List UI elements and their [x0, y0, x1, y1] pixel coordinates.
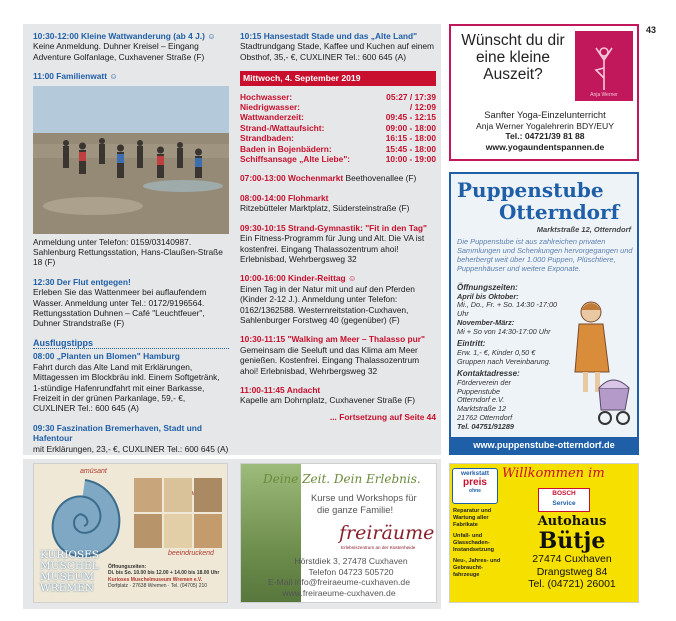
tide-value: 09:00 - 18:00 [385, 122, 436, 133]
puppen-contact-5: 21762 Otterndorf [457, 412, 513, 422]
freiraeume-line1: Kurse und Workshops für [311, 492, 417, 503]
badge-ohne: ohne [469, 488, 481, 494]
tide-value: 15:45 - 18:00 [385, 143, 436, 154]
ad-autohaus-buetje[interactable] [449, 463, 639, 603]
trip-text: mit Erklärungen, 23,- €, CUXLINER Tel.: 600 645 (A) [33, 443, 229, 454]
service-item: Reparatur und Wartung aller Fabrikate [453, 508, 492, 528]
puppen-contact-2: Puppenstube [457, 386, 501, 396]
tide-value: / 12:09 [409, 102, 436, 113]
freiraeume-email[interactable]: E-Mail info@freiraeume-cuxhaven.de [268, 577, 410, 588]
tide-row [240, 123, 436, 133]
badge-werkstatt: werkstatt [460, 470, 490, 477]
autohaus-street: Drangstweg 84 [536, 565, 608, 578]
service-list [453, 508, 505, 583]
ad-puppenstube[interactable] [449, 172, 639, 455]
museum-photo-grid [134, 478, 222, 548]
freiraeume-line2: die ganze Familie! [317, 504, 394, 515]
event-title: 11:00 Familienwatt ☺ [33, 71, 118, 82]
yoga-logo [575, 31, 633, 101]
puppen-entry-2: Gruppen nach Vereinbarung. [457, 356, 551, 366]
museum-owner: Kurioses Muschelmuseum Wremen e.V. [108, 576, 203, 583]
tide-value: 10:00 - 19:00 [385, 154, 436, 165]
museum-address: Dorfplatz · 27638 Wremen · Tel. (04705) 210 [108, 582, 208, 589]
tide-value: 05:27 / 17:39 [386, 91, 436, 102]
bosch-service-text: Service [552, 500, 576, 507]
puppen-contact-4: Marktstraße 12 [457, 404, 507, 414]
freiraeume-brand: freiräume [339, 522, 435, 544]
puppen-contact-3: Otterndorf e.V. [457, 395, 505, 405]
doll-with-pram-illustration [563, 292, 633, 432]
puppen-hours-2: Mi., Do., Fr. + So. 14:30 -17:00 Uhr [457, 300, 558, 319]
yoga-headline: Wünscht du dir eine kleine Auszeit? [461, 32, 565, 83]
yoga-line2: Anja Werner Yogalehrerin BDY/EUY [476, 120, 614, 131]
puppen-intro: Die Puppenstube ist aus zahlreichen privaten Sammlungen und Schenkungen hervorgegangen und beherbergt weit über 1.000 Puppen, Plüschtiere, Puppenhäuser und weitere Exponate. [457, 237, 633, 273]
puppen-hours-4: Mi + So von 14:30-17:00 Uhr [457, 326, 551, 336]
tide-label: Baden in Bojenbädern: [240, 143, 332, 154]
yoga-pose-icon [584, 44, 624, 92]
tide-row [240, 133, 436, 143]
freiraeume-brand-sub: Erlebniszentrum an der Küstenheide [341, 545, 416, 550]
puppen-address: Marktstraße 12, Otterndorf [536, 225, 631, 234]
tide-label: Schiffsansage „Alte Liebe": [240, 154, 351, 165]
tide-row [240, 92, 436, 102]
events-column-2 [240, 31, 436, 422]
puppen-hours-label: Öffnungszeiten: [457, 283, 518, 292]
tide-label: Hochwasser: [240, 91, 293, 102]
puppen-url[interactable]: www.puppenstube-otterndorf.de [451, 437, 637, 453]
bosch-text: BOSCH [552, 490, 576, 497]
museum-tag-1: amüsant [80, 468, 107, 475]
event-title: 11:00-11:45 Andacht [240, 384, 321, 395]
trip-title: 09:30 Faszination Bremerhaven, Stadt und Hafentour [33, 422, 202, 444]
puppen-title-1: Puppenstube [457, 178, 604, 202]
page-number: 43 [645, 25, 656, 35]
tide-label: Strand-/Wattaufsicht: [240, 122, 325, 133]
museum-hours: Di. bis So. 10.00 bis 12.00 + 14.00 bis 18.00 Uhr [108, 570, 220, 577]
yoga-logo-text: Anja Werner [590, 92, 618, 98]
yoga-phone: Tel.: 04721/39 81 88 [505, 131, 585, 141]
yoga-line1: Sanfter Yoga-Einzelunterricht [484, 109, 606, 120]
museum-name-3: MUSEUM [40, 571, 95, 583]
event-title: 08:00-14:00 Flohmarkt [240, 192, 329, 203]
tide-row [240, 102, 436, 112]
event-text: Ein Fitness-Programm für Jung und Alt. Die VA ist kostenfrei. Eingang Thalassozentrum ahoi! Erlebnisbad, Wehrbergsweg 32 [240, 233, 425, 264]
service-item: Unfall- und Glasschaden-Instandsetzung [453, 533, 495, 553]
puppen-entry-label: Eintritt: [457, 339, 486, 349]
trip-title: 08:00 „Planten un Blomen" Hamburg [33, 351, 180, 362]
trip-text: Fahrt durch das Alte Land mit Erklärungen, Mittagessen im Blockbräu inkl. Einem Softgetränk, 1-stündige Hafenrundfahrt mit einer Barkasse, Freizeit in der grünen Parkanlage, 59,- €, CUXLINER Tel.: 600 645 (A) [33, 361, 220, 414]
mudflat-photo [33, 86, 229, 234]
autohaus-headline: Willkommen im [502, 466, 605, 481]
bosch-service-logo [538, 488, 590, 512]
museum-name-1: KURIOSES [40, 549, 100, 561]
event-title: 10:00-16:00 Kinder-Reittag ☺ [240, 273, 357, 284]
tide-label: Strandbaden: [240, 133, 294, 144]
ad-yoga[interactable] [449, 24, 639, 161]
section-heading-ausflugstipps: Ausflugstipps [33, 338, 229, 349]
ad-freiraeume[interactable] [240, 463, 437, 603]
event-title: 12:30 Der Flut entgegen! [33, 276, 131, 287]
tide-value: 16:15 - 18:00 [385, 133, 436, 144]
date-heading: Mittwoch, 4. September 2019 [240, 71, 436, 85]
museum-name-2: MUSCHEL [40, 560, 99, 572]
event-title: 07:00-13:00 Wochenmarkt [240, 173, 344, 184]
museum-hours-label: Öffnungszeiten: [108, 564, 147, 570]
tide-label: Niedrigwasser: [240, 102, 301, 113]
event-text: Keine Anmeldung. Duhner Kreisel – Eingang Adventure Golfanlage, Cuxhavener Straße (F) [33, 41, 205, 62]
freiraeume-url[interactable]: www.freiraeume-cuxhaven.de [282, 587, 396, 598]
event-title: 10:30-12:00 Kleine Wattwanderung (ab 4 J.) ☺ [33, 31, 216, 41]
tide-row [240, 154, 436, 164]
autohaus-name-2: Bütje [538, 528, 606, 554]
autohaus-name-1: Autohaus [537, 514, 607, 529]
werkstatt-badge [452, 468, 498, 504]
trip-title: 10:15 Hansestadt Stade und das „Alte Land" [240, 31, 418, 41]
freiraeume-phone: Telefon 04723 505720 [308, 566, 394, 577]
event-text: Gemeinsam die Seeluft und das Klima am Meer genießen. Kostenfrei. Eingang Thalassozentrum ahoi! Erlebnisbad, Wehrbergsweg 32 [240, 344, 420, 376]
puppen-contact-1: Förderverein der [457, 378, 511, 388]
freiraeume-slogan: Deine Zeit. Dein Erlebnis. [263, 472, 421, 486]
tide-label: Wattwanderzeit: [240, 112, 304, 123]
event-text: Anmeldung unter Telefon: 0159/03140987. Sahlenburg Rettungsstation, Hans-Claußen-Straße 18 (F) [33, 236, 223, 268]
continue-link[interactable]: ... Fortsetzung auf Seite 44 [329, 411, 436, 422]
event-text: Erleben Sie das Wattenmeer bei auflaufendem Wasser. Anmeldung unter Tel.: 0172/9196564. Rettungsstation Duhnen – Café "Leuchtfeuer", Duhner Strandstraße (F) [33, 287, 207, 329]
event-text: Ritzebütteler Marktplatz, Südersteinstraße (F) [240, 203, 410, 214]
event-text: Einen Tag in der Natur mit und auf den Pferden (Kinder 2-12 J.). Anmeldung unter Telefon: 0162/1362588. Westernreitstation-Cuxhaven, Sahlenburger Forstweg 40 (gegenüber) (F) [240, 283, 415, 325]
yoga-url[interactable]: www.yogaundentspannen.de [485, 141, 605, 152]
event-title: 09:30-10:15 Strand-Gymnastik: "Fit in den Tag" [240, 222, 427, 233]
service-item: Neu-, Jahres- und Gebraucht-fahrzeuge [453, 558, 501, 578]
museum-name-4: WREMEN [40, 582, 94, 594]
puppen-title-2: Otterndorf [499, 200, 620, 224]
ad-muschelmuseum[interactable] [33, 463, 228, 603]
event-text: Kapelle am Dohrnplatz, Cuxhavener Straße (F) [240, 395, 416, 406]
freiraeume-address: Hörstdiek 3, 27478 Cuxhaven [294, 556, 408, 566]
puppen-contact-6: Tel. 04751/91289 [457, 421, 514, 431]
autohaus-phone: Tel. (04721) 26001 [528, 578, 616, 590]
tide-row [240, 144, 436, 154]
event-text: Beethovenallee (F) [345, 173, 417, 184]
autohaus-zip: 27474 Cuxhaven [532, 553, 612, 565]
tide-value: 09:45 - 12:15 [385, 112, 436, 123]
event-title: 10:30-11:15 "Walking am Meer – Thalasso pur" [240, 334, 425, 345]
puppen-hours-1: April bis Oktober: [457, 291, 519, 301]
tide-row [240, 112, 436, 122]
tide-table [240, 92, 436, 165]
badge-preis: preis [463, 477, 487, 488]
puppen-contact-label: Kontaktadresse: [457, 369, 520, 379]
events-column-1 [33, 31, 229, 454]
museum-tag-3: beeindruckend [168, 550, 214, 557]
puppen-entry-1: Erw. 1,- €, Kinder 0,50 € [457, 347, 536, 357]
trip-text: Stadtrundgang Stade, Kaffee und Kuchen auf einem Obsthof, 35,- €, CUXLINER Tel.: 600 645 (A) [240, 41, 435, 62]
puppen-hours-3: November-März: [457, 317, 515, 327]
